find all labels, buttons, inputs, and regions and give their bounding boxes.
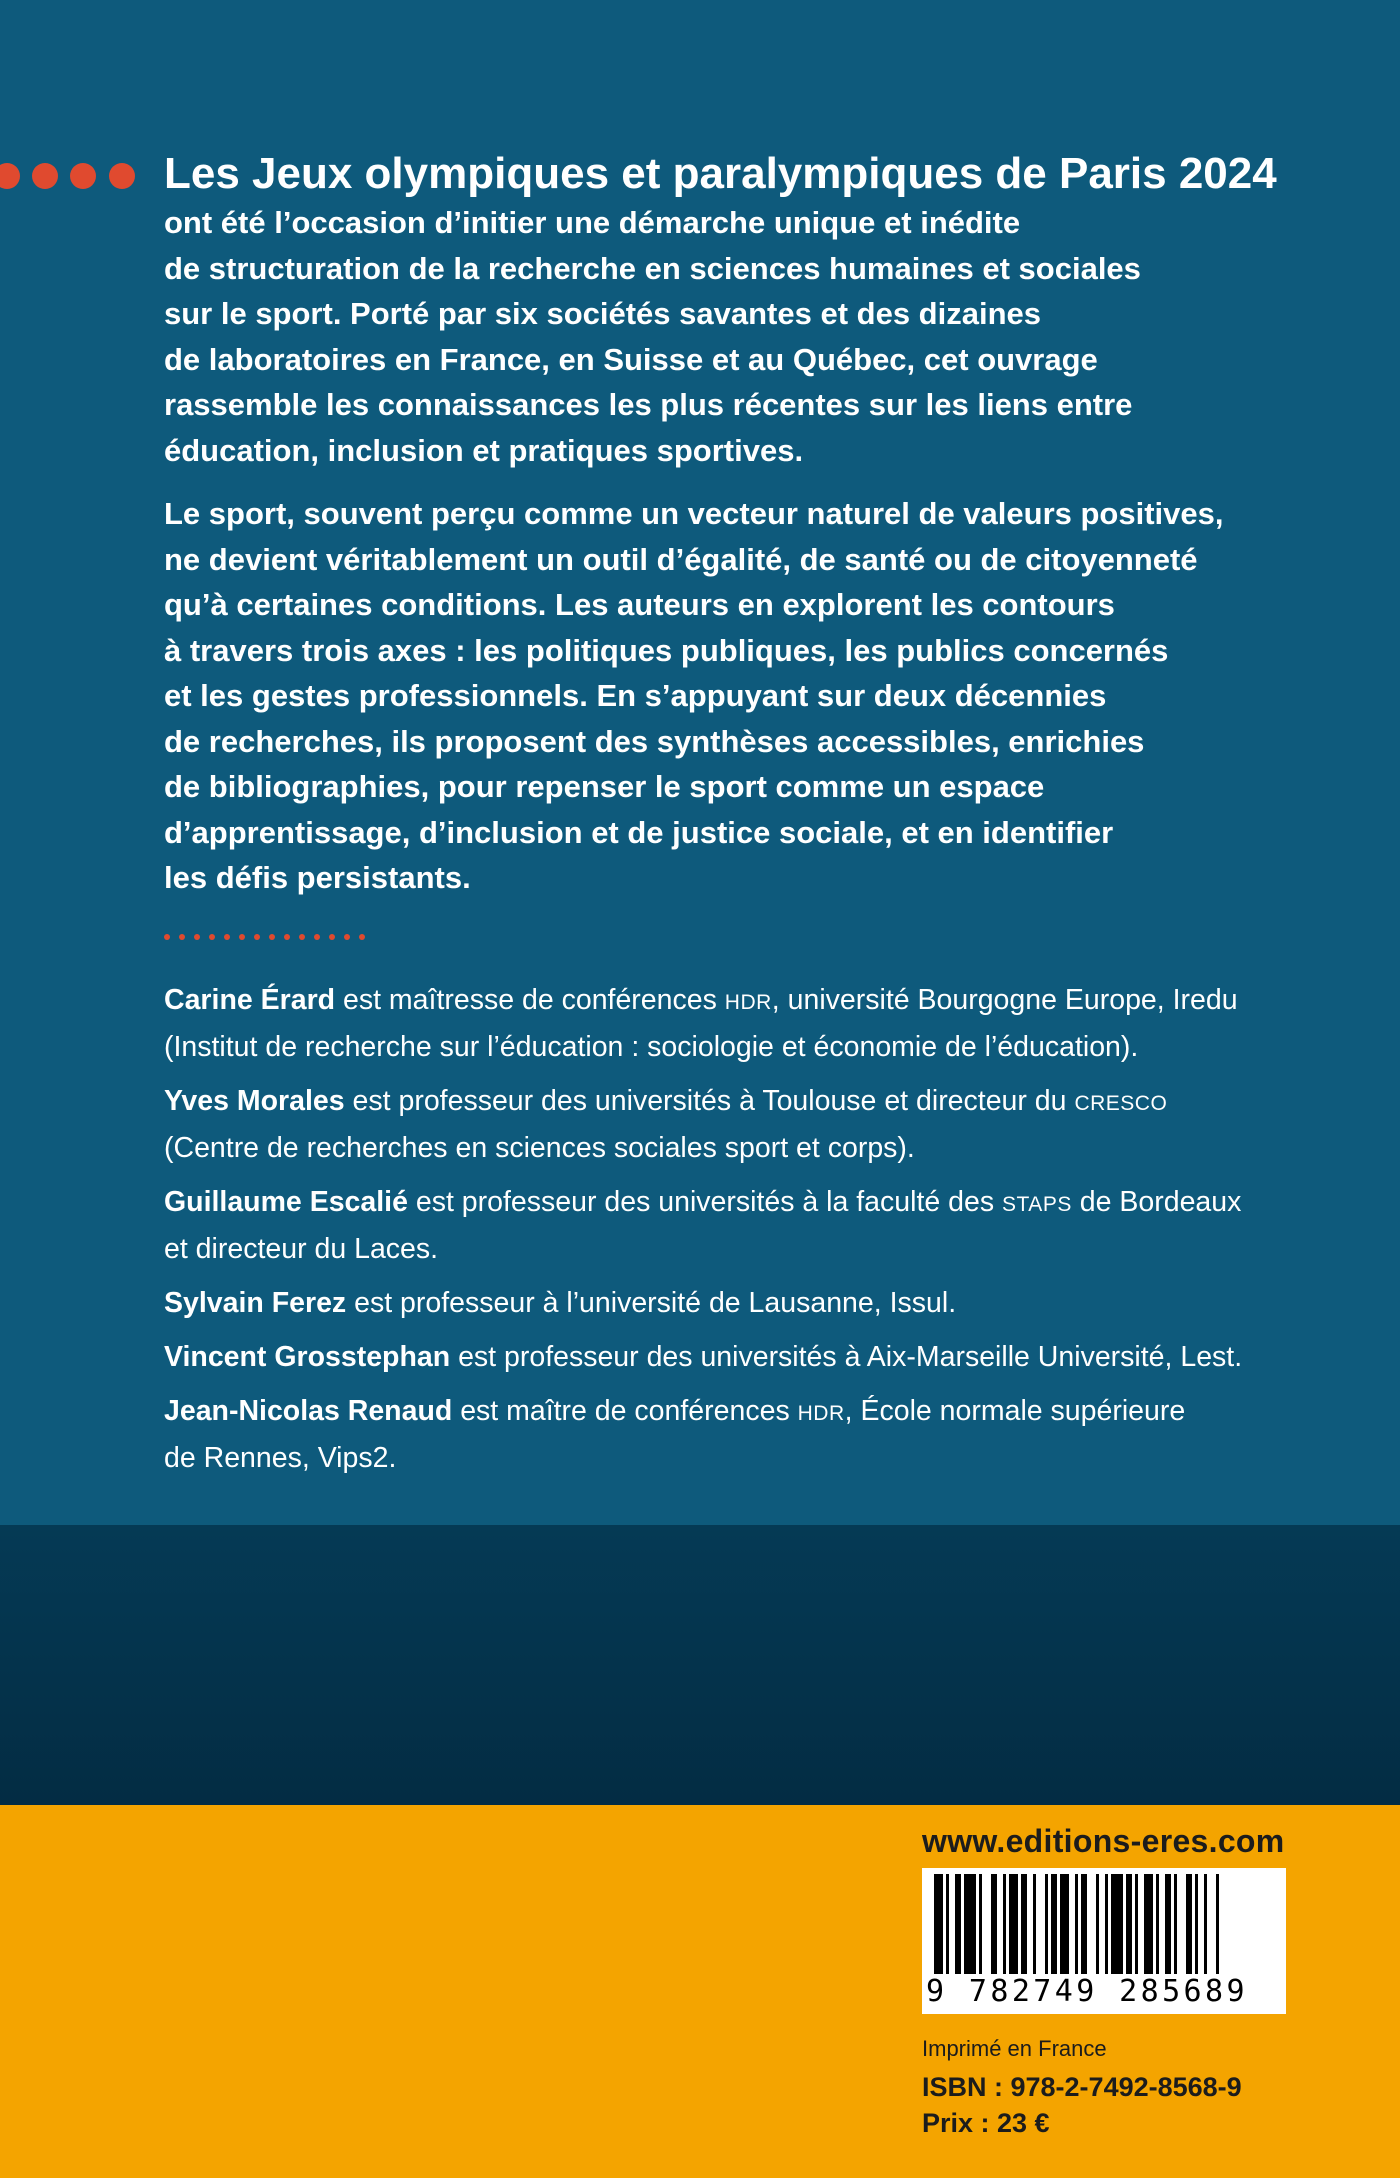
text-line: rassemble les connaissances les plus récentes sur les liens entre [164,387,1133,422]
navy-band [0,1525,1400,1805]
author-bio: , université Bourgogne Europe, Iredu [771,984,1238,1016]
blurb [164,148,1314,901]
author-bio: est professeur des universités à Toulouse et directeur du [352,1085,1067,1117]
author-name: Carine Érard [164,984,336,1016]
text-line: les défis persistants. [164,860,471,895]
author-bio: de Rennes, Vips2. [164,1442,397,1474]
author-bio: est maîtresse de conférences [343,984,717,1016]
author-bio: est professeur des universités à la faculté des [415,1186,995,1218]
paragraph-description [164,491,1314,901]
printed-in: Imprimé en France [922,2036,1107,2061]
barcode-digits: 9 782749 285689 [926,1974,1248,2009]
author-bio: de Bordeaux [1071,1186,1242,1218]
author-bio: et directeur du Laces. [164,1233,439,1265]
text-line: sur le sport. Porté par six sociétés savantes et des dizaines [164,296,1041,331]
headline: Les Jeux olympiques et paralympiques de Paris 2024 [164,149,1277,198]
text-line: Le sport, souvent perçu comme un vecteur naturel de valeurs positives, [164,496,1224,531]
text-line: de recherches, ils proposent des synthèses accessibles, enrichies [164,723,1145,759]
text-line: qu’à certaines conditions. Les auteurs en explorent les contours [164,587,1115,622]
text-line: à travers trois axes : les politiques publiques, les publics concernés [164,632,1169,668]
author-bio: (Centre de recherches en sciences sociales sport et corps). [164,1132,915,1164]
author-name: Yves Morales [164,1085,345,1117]
dotted-separator [164,934,369,942]
text-line: de bibliographies, pour repenser le sport comme un espace [164,769,1045,804]
author-bio: HDR [724,991,772,1014]
text-line: de laboratoires en France, en Suisse et au Québec, cet ouvrage [164,341,1098,377]
text-line: de structuration de la recherche en sciences humaines et sociales [164,250,1141,286]
price: Prix : 23 € [922,2108,1050,2138]
barcode-bars-icon [934,1874,1274,1974]
author-entry [164,1281,1314,1325]
author-name: Jean-Nicolas Renaud [164,1395,453,1427]
author-entry [164,1389,1314,1480]
isbn: ISBN : 978-2-7492-8568-9 [922,2072,1242,2102]
paragraph-intro [164,200,1314,473]
decorative-dots-icon [0,163,135,191]
author-entry [164,1079,1314,1170]
author-bio: est maître de conférences [460,1395,790,1427]
author-list [164,978,1314,1490]
author-entry [164,1335,1314,1379]
author-name: Sylvain Ferez [164,1287,347,1319]
author-entry [164,978,1314,1069]
author-bio: , École normale supérieure [844,1395,1186,1427]
author-bio: HDR [797,1402,845,1425]
text-line: d’apprentissage, d’inclusion et de justice sociale, et en identifier [164,814,1114,850]
author-bio: (Institut de recherche sur l’éducation : sociologie et économie de l’éducation). [164,1031,1139,1063]
text-line: et les gestes professionnels. En s’appuyant sur deux décennies [164,678,1107,713]
author-bio: est professeur à l’université de Lausanne, Issul. [354,1287,957,1319]
text-line: ont été l’occasion d’initier une démarche unique et inédite [164,205,1021,240]
author-bio: est professeur des universités à Aix-Marseille Université, Lest. [458,1341,1243,1373]
author-bio: CRESCO [1074,1092,1168,1115]
author-name: Guillaume Escalié [164,1186,408,1218]
text-line: éducation, inclusion et pratiques sportives. [164,432,804,468]
text-line: ne devient véritablement un outil d’égalité, de santé ou de citoyenneté [164,541,1198,577]
author-bio: STAPS [1002,1193,1072,1216]
barcode [922,1868,1286,2014]
publisher-website: www.editions-eres.com [922,1823,1285,1859]
author-name: Vincent Grosstephan [164,1341,451,1373]
author-entry [164,1180,1314,1271]
